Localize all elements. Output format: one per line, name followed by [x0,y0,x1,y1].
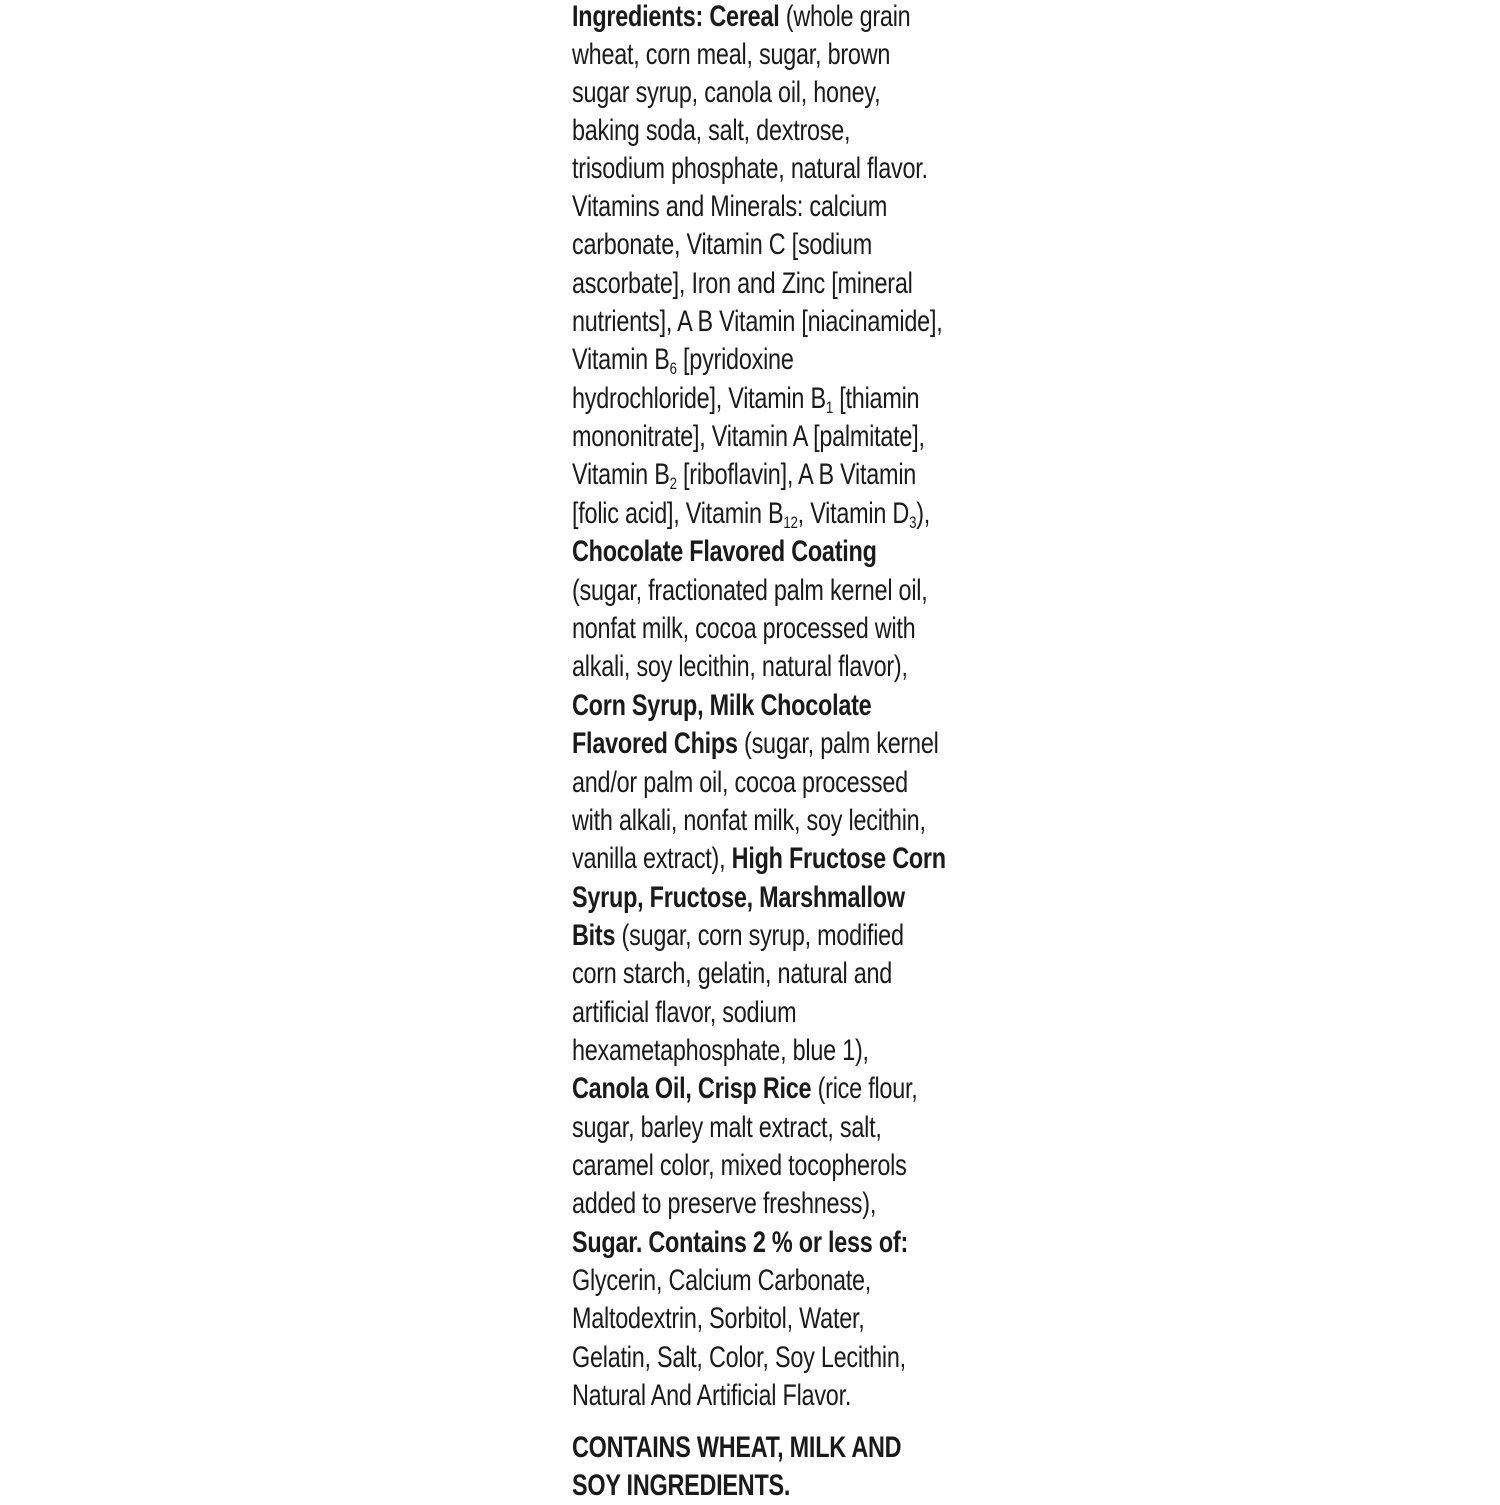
ingredient-line: Gelatin, Salt, Color, Soy Lecithin, [572,1341,906,1374]
ingredient-line: nonfat milk, cocoa processed with [572,612,916,645]
ingredient-line: carbonate, Vitamin C [sodium [572,228,872,261]
ingredient-line: Canola Oil, Crisp Rice (rice flour, [572,1072,918,1105]
ingredient-line: with alkali, nonfat milk, soy lecithin, [572,804,926,837]
ingredient-line: hydrochloride], Vitamin $B_1$ [thiamin [572,382,920,417]
ingredient-line: corn starch, gelatin, natural and [572,957,893,990]
ingredient-line: Vitamin $B_2$ [riboflavin], A B Vitamin [572,458,917,493]
ingredient-line: trisodium phosphate, natural flavor. [572,152,928,185]
ingredients-panel [572,0,944,1500]
ingredient-line: sugar syrup, canola oil, honey, [572,76,881,109]
ingredient-line: ascorbate], Iron and Zinc [mineral [572,267,913,300]
ingredient-line: Natural And Artificial Flavor. [572,1379,852,1412]
ingredient-line: added to preserve freshness), [572,1187,877,1220]
ingredient-line: and/or palm oil, cocoa processed [572,766,908,799]
allergen-statement: CONTAINS WHEAT, MILK AND [572,1431,902,1464]
ingredient-line: vanilla extract), High Fructose Corn [572,842,946,875]
ingredient-line: Maltodextrin, Sorbitol, Water, [572,1302,865,1335]
ingredient-line: Chocolate Flavored Coating [572,535,877,568]
ingredient-line: Glycerin, Calcium Carbonate, [572,1264,872,1297]
ingredient-line: Sugar. Contains 2 % or less of: [572,1226,909,1259]
ingredient-line: hexametaphosphate, blue 1), [572,1034,869,1067]
ingredient-line: mononitrate], Vitamin A [palmitate], [572,420,925,453]
ingredient-line: Flavored Chips (sugar, palm kernel [572,727,939,760]
ingredients-heading: Ingredients: Cereal [572,0,780,33]
ingredient-line: Bits (sugar, corn syrup, modified [572,919,904,952]
ingredient-line: (sugar, fractionated palm kernel oil, [572,574,928,607]
ingredient-line: Vitamin $B_6$ [pyridoxine [572,343,794,378]
ingredient-line: [folic acid], Vitamin $B_{12}$, Vitamin $D_3$), [572,497,931,532]
ingredient-line: baking soda, salt, dextrose, [572,114,851,147]
ingredient-line: alkali, soy lecithin, natural flavor), [572,650,908,683]
ingredient-line: sugar, barley malt extract, salt, [572,1111,882,1144]
ingredient-line: Vitamins and Minerals: calcium [572,190,888,223]
allergen-statement: SOY INGREDIENTS. [572,1469,791,1502]
ingredient-line: wheat, corn meal, sugar, brown [572,38,891,71]
ingredient-line: Ingredients: Cereal (whole grain [572,0,911,33]
ingredient-line: nutrients], A B Vitamin [niacinamide], [572,305,943,338]
ingredient-line: Syrup, Fructose, Marshmallow [572,881,905,914]
ingredient-line: caramel color, mixed tocopherols [572,1149,907,1182]
ingredient-line: artificial flavor, sodium [572,996,797,1029]
ingredient-line: Corn Syrup, Milk Chocolate [572,689,872,722]
